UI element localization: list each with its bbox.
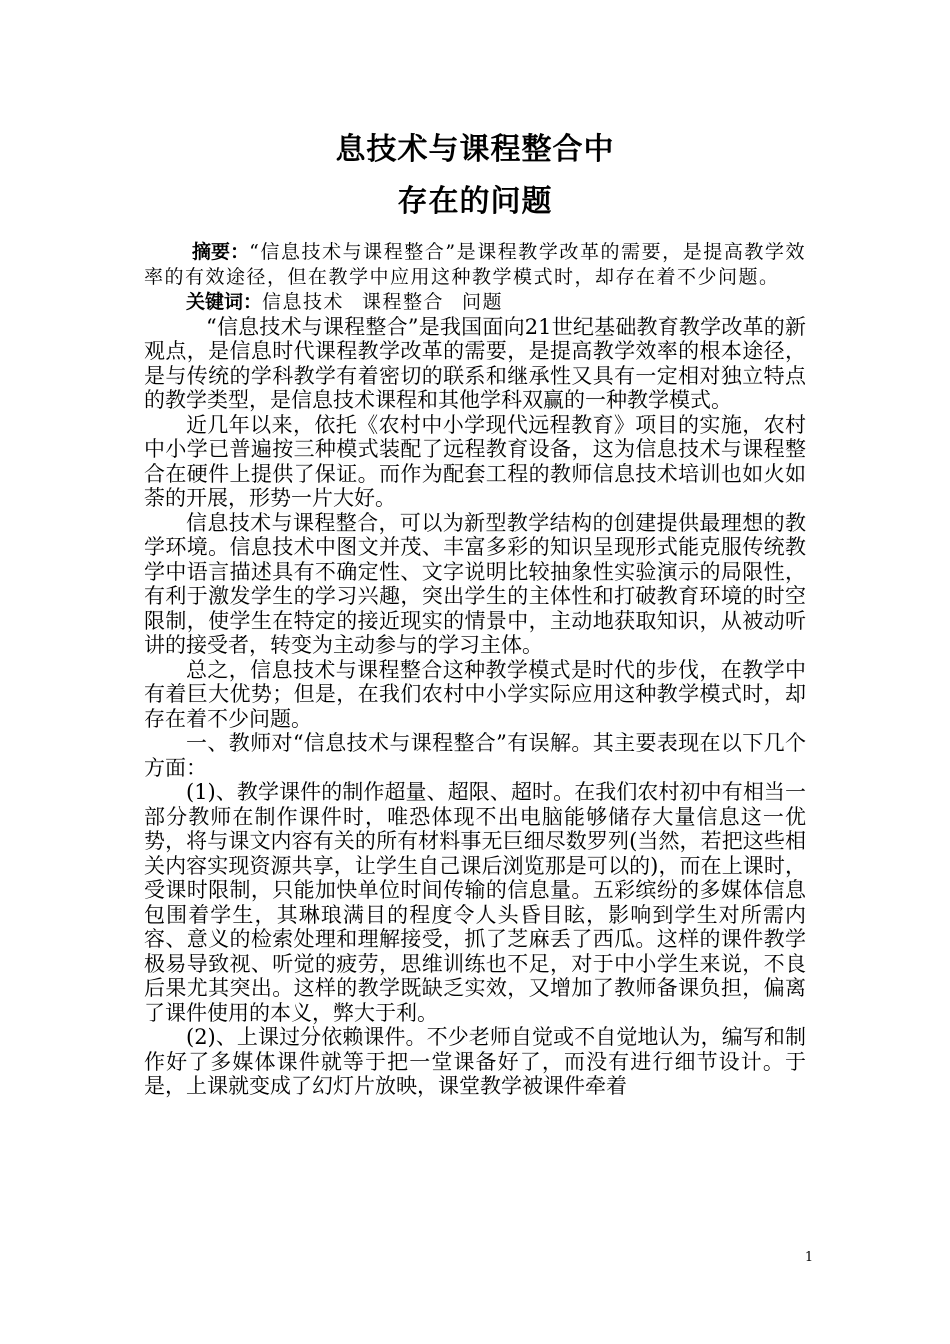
paragraph: (2)、上课过分依赖课件。不少老师自觉或不自觉地认为，编写和制作好了多媒体课件就等于把一堂课备好了，而没有进行细节设计。于是，上课就变成了幻灯片放映，课堂教学被课件牵着: [144, 1025, 806, 1098]
page-number: 1: [804, 1250, 814, 1265]
document-body: [144, 240, 806, 1099]
document-title-line1: 息技术与课程整合中: [335, 132, 615, 167]
paragraph: 信息技术与课程整合，可以为新型教学结构的创建提供最理想的教学环境。信息技术中图文并茂、丰富多彩的知识呈现形式能克服传统教学中语言描述具有不确定性、文字说明比较抽象性实验演示的局限性，有利于激发学生的学习兴趣，突出学生的主体性和打破教育环境的时空限制，使学生在特定的接近现实的情景中，主动地获取知识，从被动听讲的接受者，转变为主动参与的学习主体。: [144, 510, 806, 657]
paragraph: (1)、教学课件的制作超量、超限、超时。在我们农村初中有相当一部分教师在制作课件时，唯恐体现不出电脑能够储存大量信息这一优势，将与课文内容有关的所有材料事无巨细尽数罗列(当然，若把这些相关内容实现资源共享，让学生自己课后浏览那是可以的)，而在上课时，受课时限制，只能加快单位时间传输的信息量。五彩缤纷的多媒体信息包围着学生，其琳琅满目的程度令人头昏目眩，影响到学生对所需内容、意义的检索处理和理解接受，抓了芝麻丢了西瓜。这样的课件教学极易导致视、听觉的疲劳，思维训练也不足，对于中小学生来说，不良后果尤其突出。这样的教学既缺乏实效，又增加了教师备课负担，偏离了课件使用的本义，弊大于利。: [144, 780, 806, 1025]
paragraph: 一、教师对“信息技术与课程整合”有误解。其主要表现在以下几个方面：: [144, 731, 806, 780]
paragraph: 近几年以来，依托《农村中小学现代远程教育》项目的实施，农村中小学已普遍按三种模式装配了远程教育设备，这为信息技术与课程整合在硬件上提供了保证。而作为配套工程的教师信息技术培训也如火如荼的开展，形势一片大好。: [144, 412, 806, 510]
paragraph: “信息技术与课程整合”是我国面向21世纪基础教育教学改革的新观点，是信息时代课程教学改革的需要，是提高教学效率的根本途径，是与传统的学科教学有着密切的联系和继承性又具有一定相对独立特点的教学类型，是信息技术课程和其他学科双赢的一种教学模式。: [144, 314, 806, 412]
abstract-label: 摘要：: [192, 241, 250, 263]
keyword-item: 课程整合: [362, 291, 445, 313]
abstract-text: “信息技术与课程整合”是课程教学改革的需要，是提高教学效率的有效途径，但在教学中应用这种教学模式时，却存在着不少问题。: [144, 241, 806, 288]
paragraph: 总之，信息技术与课程整合这种教学模式是时代的步伐，在教学中有着巨大优势；但是，在我们农村中小学实际应用这种教学模式时，却存在着不少问题。: [144, 657, 806, 731]
abstract: [144, 240, 806, 289]
keywords-label: 关键词：: [186, 291, 263, 313]
keyword-item: 问题: [462, 291, 504, 313]
keywords: [144, 290, 806, 315]
keyword-item: 信息技术: [262, 291, 345, 313]
document-title-line2: 存在的问题: [397, 184, 553, 219]
